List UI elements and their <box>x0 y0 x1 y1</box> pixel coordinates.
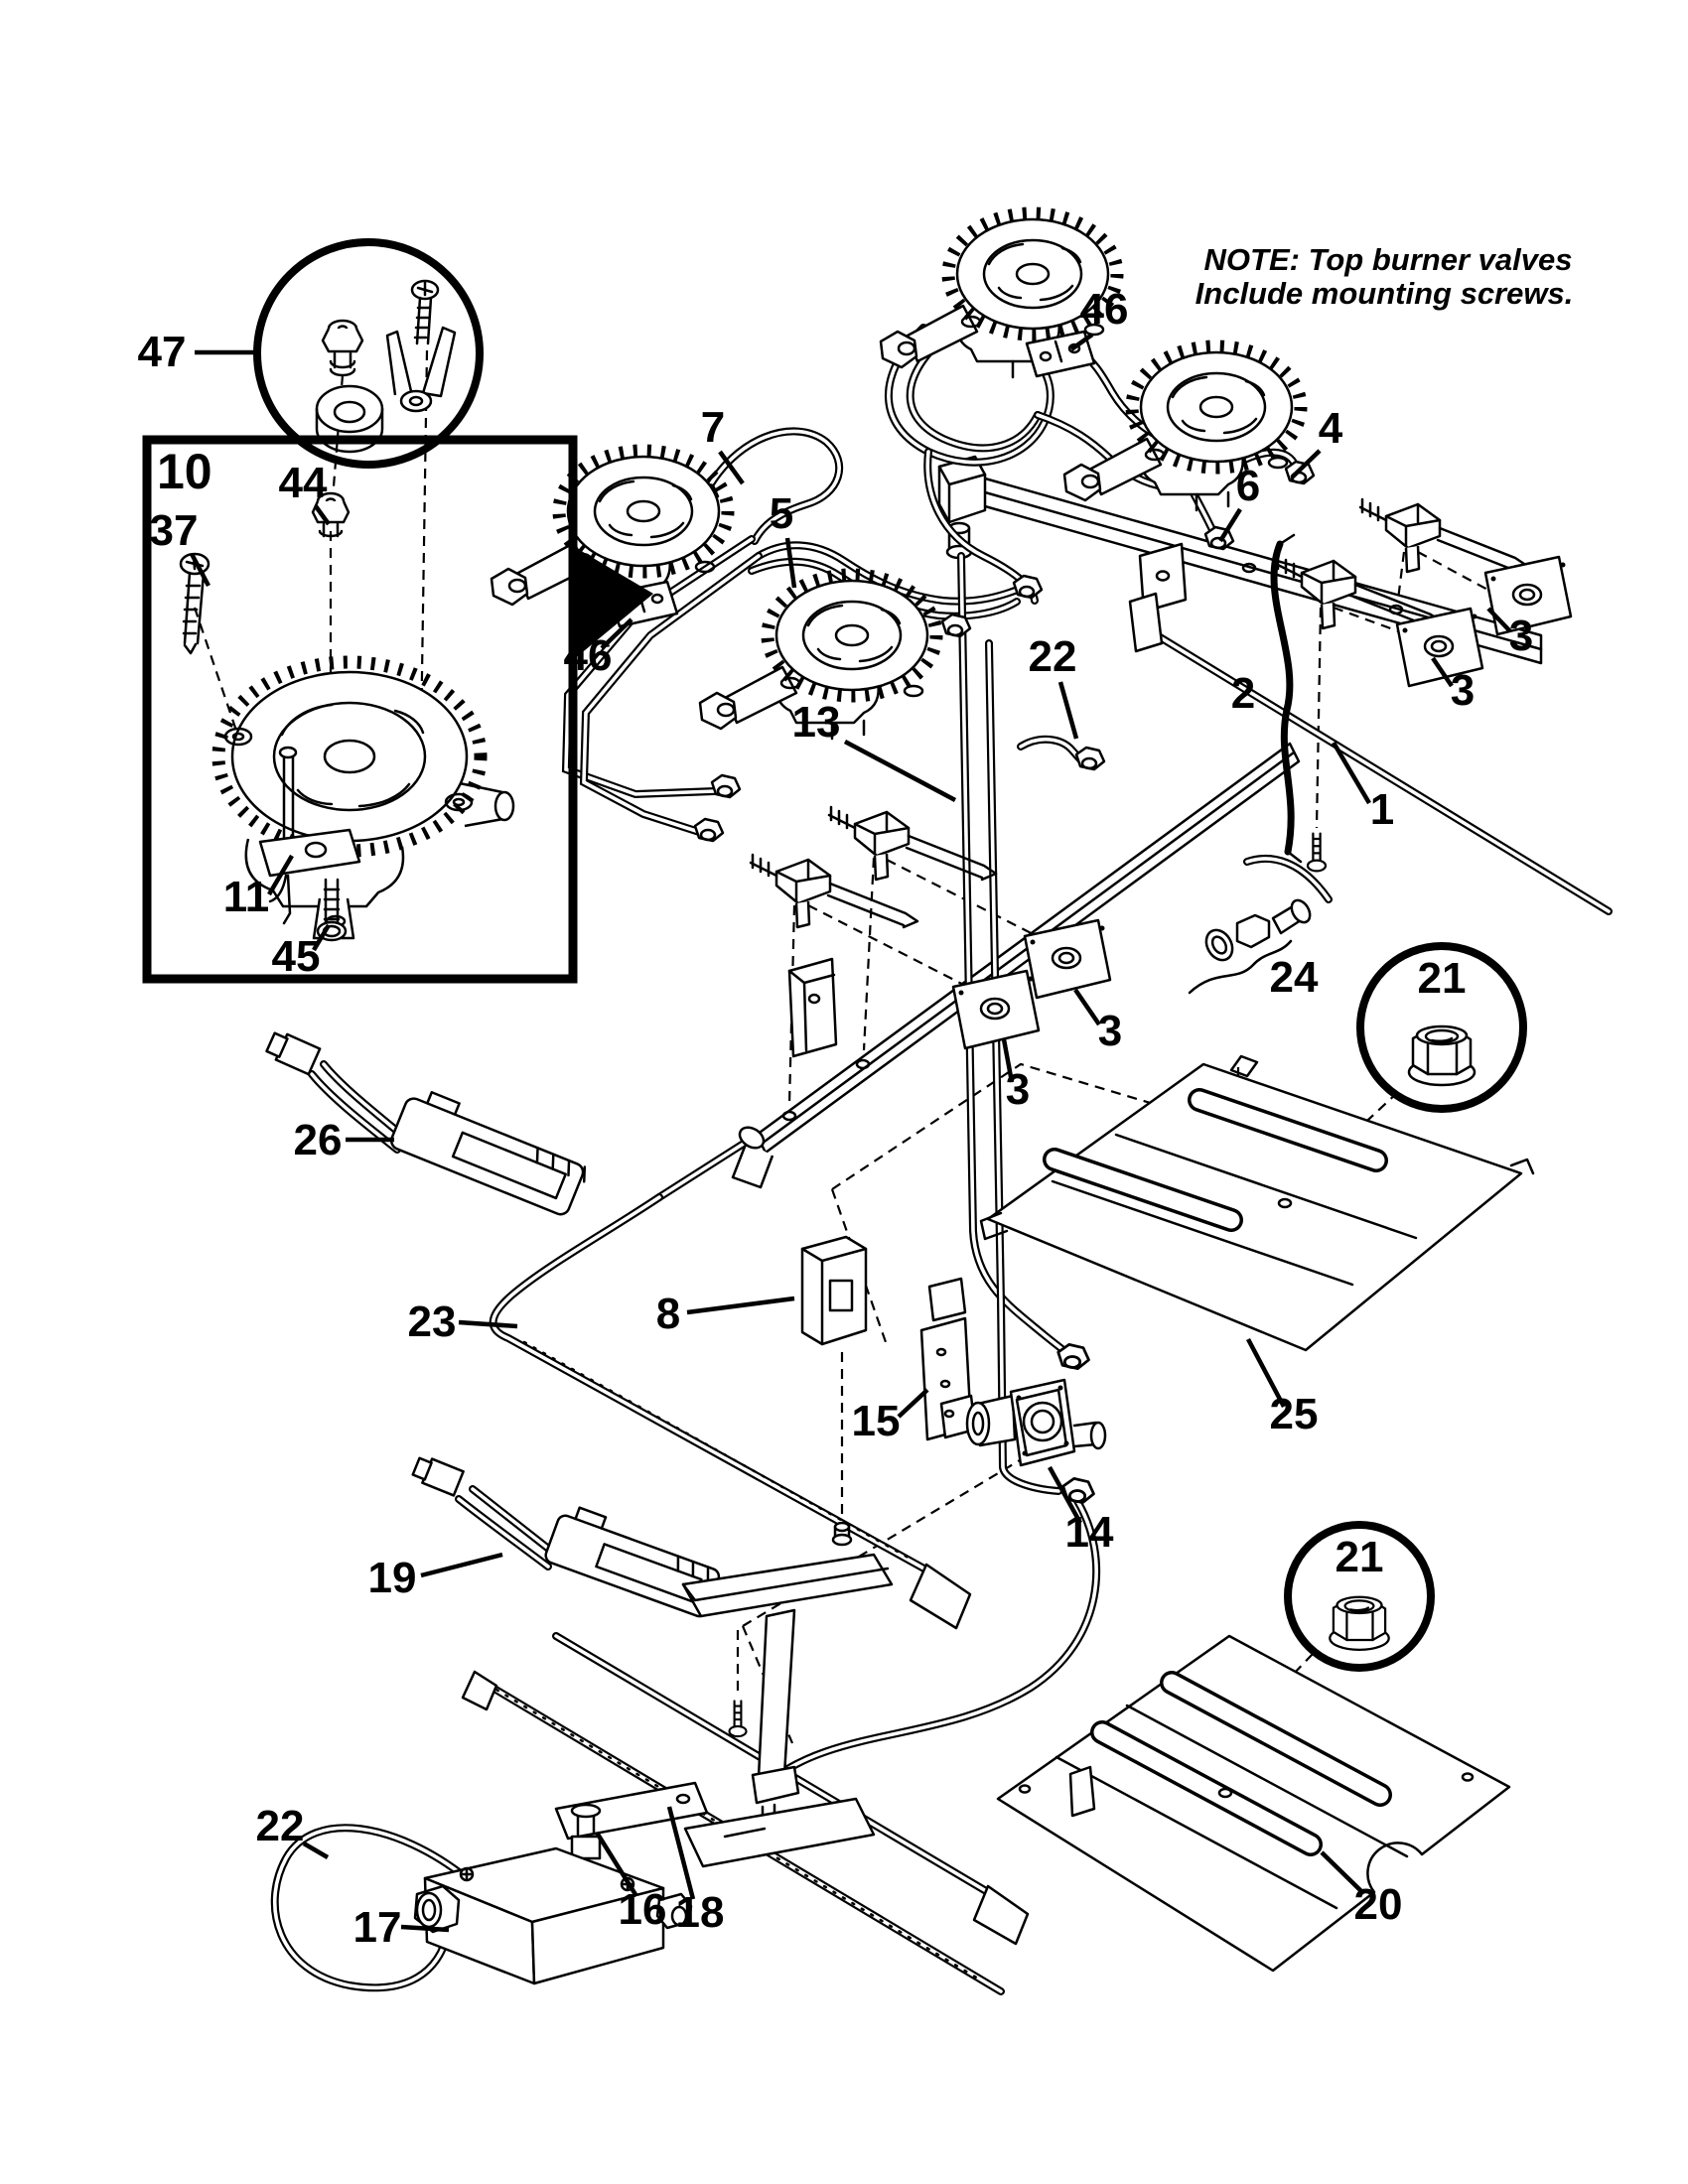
callout-18: 18 <box>675 1888 725 1937</box>
callout-11: 11 <box>222 873 270 921</box>
callout-21a: 21 <box>1417 954 1467 1003</box>
callout-7: 7 <box>700 403 726 452</box>
detail-circle-47 <box>257 242 480 465</box>
heat-shield-upper <box>981 1056 1533 1350</box>
callout-4: 4 <box>1318 404 1343 453</box>
callout-47: 47 <box>137 328 187 376</box>
callout-13: 13 <box>791 698 841 747</box>
callout-24: 24 <box>1269 953 1319 1002</box>
callout-3c: 3 <box>1097 1007 1123 1055</box>
callout-6: 6 <box>1235 462 1261 510</box>
screw-37 <box>181 554 209 653</box>
note-line-1: NOTE: Top burner valves <box>1203 242 1573 277</box>
leader-22b <box>304 1843 328 1857</box>
callout-2: 2 <box>1230 669 1256 718</box>
note-line-2: Include mounting screws. <box>1195 276 1574 311</box>
leader-8 <box>687 1298 794 1312</box>
callout-22a: 22 <box>1028 632 1077 681</box>
leader-3c <box>1075 990 1099 1024</box>
orifice-47 <box>323 321 362 375</box>
callout-22b: 22 <box>255 1802 305 1850</box>
callout-1: 1 <box>1369 785 1395 834</box>
callout-46a: 46 <box>563 631 613 680</box>
callout-5: 5 <box>769 489 794 538</box>
leader-19 <box>421 1555 502 1575</box>
callout-3b: 3 <box>1450 666 1476 715</box>
leader-23 <box>459 1322 517 1326</box>
callout-14: 14 <box>1064 1508 1114 1557</box>
callout-45: 45 <box>271 932 321 981</box>
callout-19: 19 <box>367 1554 417 1602</box>
callout-44: 44 <box>278 459 328 507</box>
leader-17 <box>401 1927 449 1930</box>
callout-17: 17 <box>352 1903 402 1952</box>
callout-46b: 46 <box>1079 285 1129 334</box>
wire-block <box>802 1237 866 1545</box>
callout-37: 37 <box>149 506 199 555</box>
callout-10: 10 <box>157 444 212 499</box>
callout-3d: 3 <box>1005 1065 1031 1114</box>
callout-23: 23 <box>407 1297 457 1346</box>
valve-screw-47 <box>412 281 438 343</box>
pressure-regulator <box>415 1783 707 1983</box>
note-text <box>1196 242 1574 311</box>
callout-16: 16 <box>618 1885 667 1934</box>
heat-shield-lower <box>998 1636 1509 1971</box>
leader-13 <box>845 742 955 800</box>
leader-18 <box>669 1807 693 1899</box>
callout-15: 15 <box>851 1397 901 1445</box>
callout-8: 8 <box>655 1290 681 1338</box>
leader-22a <box>1060 682 1076 739</box>
callout-21b: 21 <box>1335 1533 1384 1581</box>
ground-terminal-47 <box>387 328 455 411</box>
callout-20: 20 <box>1353 1880 1403 1929</box>
callout-25: 25 <box>1269 1390 1319 1438</box>
leader-15 <box>899 1390 927 1417</box>
callout-3a: 3 <box>1508 612 1534 660</box>
oven-safety-valve <box>967 1380 1105 1465</box>
callout-26: 26 <box>293 1116 343 1164</box>
bake-igniter <box>411 1454 725 1618</box>
